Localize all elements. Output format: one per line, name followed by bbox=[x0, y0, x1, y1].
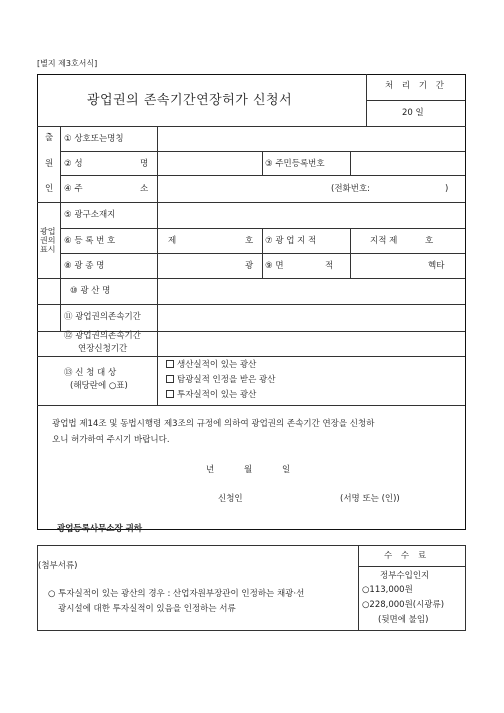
registration-number-prefix: 제 bbox=[168, 236, 177, 246]
field-name-label: ② 성 bbox=[64, 159, 83, 169]
field-mine-location-input[interactable] bbox=[158, 203, 464, 227]
field-resident-number-label: ③ 주민등록번호 bbox=[265, 159, 325, 169]
applicant-group-char-3: 인 bbox=[45, 184, 54, 194]
field-extension-label-1: ⑫ 광업권의존속기간 bbox=[64, 331, 141, 341]
area-unit: 헥타 bbox=[428, 261, 445, 271]
attachment-item-2: 광시설에 대한 투자실적이 있음을 인정하는 서류 bbox=[58, 604, 236, 614]
option-investment[interactable] bbox=[166, 390, 256, 400]
phone-label: (전화번호: bbox=[331, 184, 371, 194]
field-trade-name-label: ① 상호또는명칭 bbox=[64, 134, 124, 144]
applicant-group-char-1: 출 bbox=[45, 133, 54, 143]
field-mine-name-input[interactable] bbox=[158, 279, 464, 303]
mining-group-char-1: 광업 bbox=[40, 227, 56, 236]
option-investment-label: 투자실적이 있는 광산 bbox=[177, 390, 257, 400]
field-resident-number-input[interactable] bbox=[351, 152, 464, 174]
fee-title: 수 수 료 bbox=[384, 551, 430, 561]
date-month: 월 bbox=[244, 465, 253, 475]
checkbox-icon[interactable] bbox=[166, 390, 174, 398]
field-area-label: ⑨ 면 bbox=[265, 261, 284, 271]
addressee: 광업등록사무소장 귀하 bbox=[57, 524, 143, 534]
processing-period-label: 처 리 기 간 bbox=[385, 81, 447, 91]
date-day: 일 bbox=[282, 465, 291, 475]
field-mine-name-label: ⑩ 광 산 명 bbox=[70, 286, 111, 296]
statement-line-2: 오니 허가하여 주시기 바랍니다. bbox=[52, 435, 170, 445]
mineral-type-unit: 광 bbox=[245, 261, 254, 271]
option-exploration-label: 탐광실적 인정을 받은 광산 bbox=[177, 375, 276, 385]
field-area-label-b: 적 bbox=[325, 261, 334, 271]
field-address-label: ④ 주 bbox=[64, 184, 83, 194]
field-name-label-b: 명 bbox=[140, 159, 149, 169]
fee-amount-1: ○113,000원 bbox=[362, 585, 413, 595]
checkbox-icon[interactable] bbox=[166, 375, 174, 383]
mining-group-char-2: 권의 bbox=[40, 236, 56, 245]
field-target-label: ⑬ 신 청 대 상 bbox=[64, 368, 117, 378]
field-trade-name-input[interactable] bbox=[158, 127, 464, 150]
option-exploration[interactable] bbox=[166, 375, 275, 385]
registration-number-suffix: 호 bbox=[245, 236, 254, 246]
field-address-label-b: 소 bbox=[140, 184, 149, 194]
fee-revenue-stamp: 정부수입인지 bbox=[380, 571, 430, 581]
field-duration-input[interactable] bbox=[158, 305, 464, 330]
mining-group-char-3: 표시 bbox=[40, 245, 56, 254]
field-mineral-type-label: ⑧ 광 종 명 bbox=[64, 261, 105, 271]
field-mine-location-label: ⑤ 광구소재지 bbox=[64, 210, 116, 220]
statement-line-1: 광업법 제14조 및 동법시행령 제3조의 규정에 의하여 광업권의 존속기간 연장을 신청하 bbox=[52, 419, 375, 429]
field-name-input[interactable] bbox=[158, 152, 261, 174]
date-year: 년 bbox=[206, 465, 215, 475]
mining-cadastre-suffix: 호 bbox=[425, 236, 434, 246]
fee-note: (뒷면에 불임) bbox=[378, 615, 429, 625]
signature-note: (서명 또는 (인)) bbox=[340, 494, 400, 504]
field-duration-label: ⑪ 광업권의존속기간 bbox=[64, 312, 141, 322]
form-title: 광업권의 존속기간연장허가 신청서 bbox=[87, 93, 293, 108]
option-production-label: 생산실적이 있는 광산 bbox=[177, 360, 257, 370]
applicant-group-char-2: 원 bbox=[45, 159, 54, 169]
applicant-sign-label: 신청인 bbox=[218, 494, 243, 504]
field-mining-cadastre-label: ⑦ 광 업 지 적 bbox=[265, 236, 317, 246]
fee-amount-2: ○228,000원(시광류) bbox=[362, 600, 445, 610]
attachment-label: (첨부서류) bbox=[38, 561, 78, 571]
checkbox-icon[interactable] bbox=[166, 360, 174, 368]
processing-days: 20 일 bbox=[402, 108, 424, 118]
field-target-note: (해당란에 ○표) bbox=[70, 381, 128, 391]
option-production[interactable] bbox=[166, 360, 256, 370]
mining-cadastre-prefix: 지적 제 bbox=[370, 236, 398, 246]
field-extension-label-2: 연장신청기간 bbox=[78, 344, 128, 354]
form-id: [별지 제3호서식] bbox=[37, 59, 98, 68]
field-extension-input[interactable] bbox=[158, 332, 464, 355]
phone-close: ) bbox=[445, 184, 449, 194]
attachment-item-1: ○ 투자실적이 있는 광산의 경우 : 산업자원부장관이 인정하는 채광·선 bbox=[48, 589, 305, 599]
field-registration-number-label: ⑥ 등 록 번 호 bbox=[64, 236, 116, 246]
